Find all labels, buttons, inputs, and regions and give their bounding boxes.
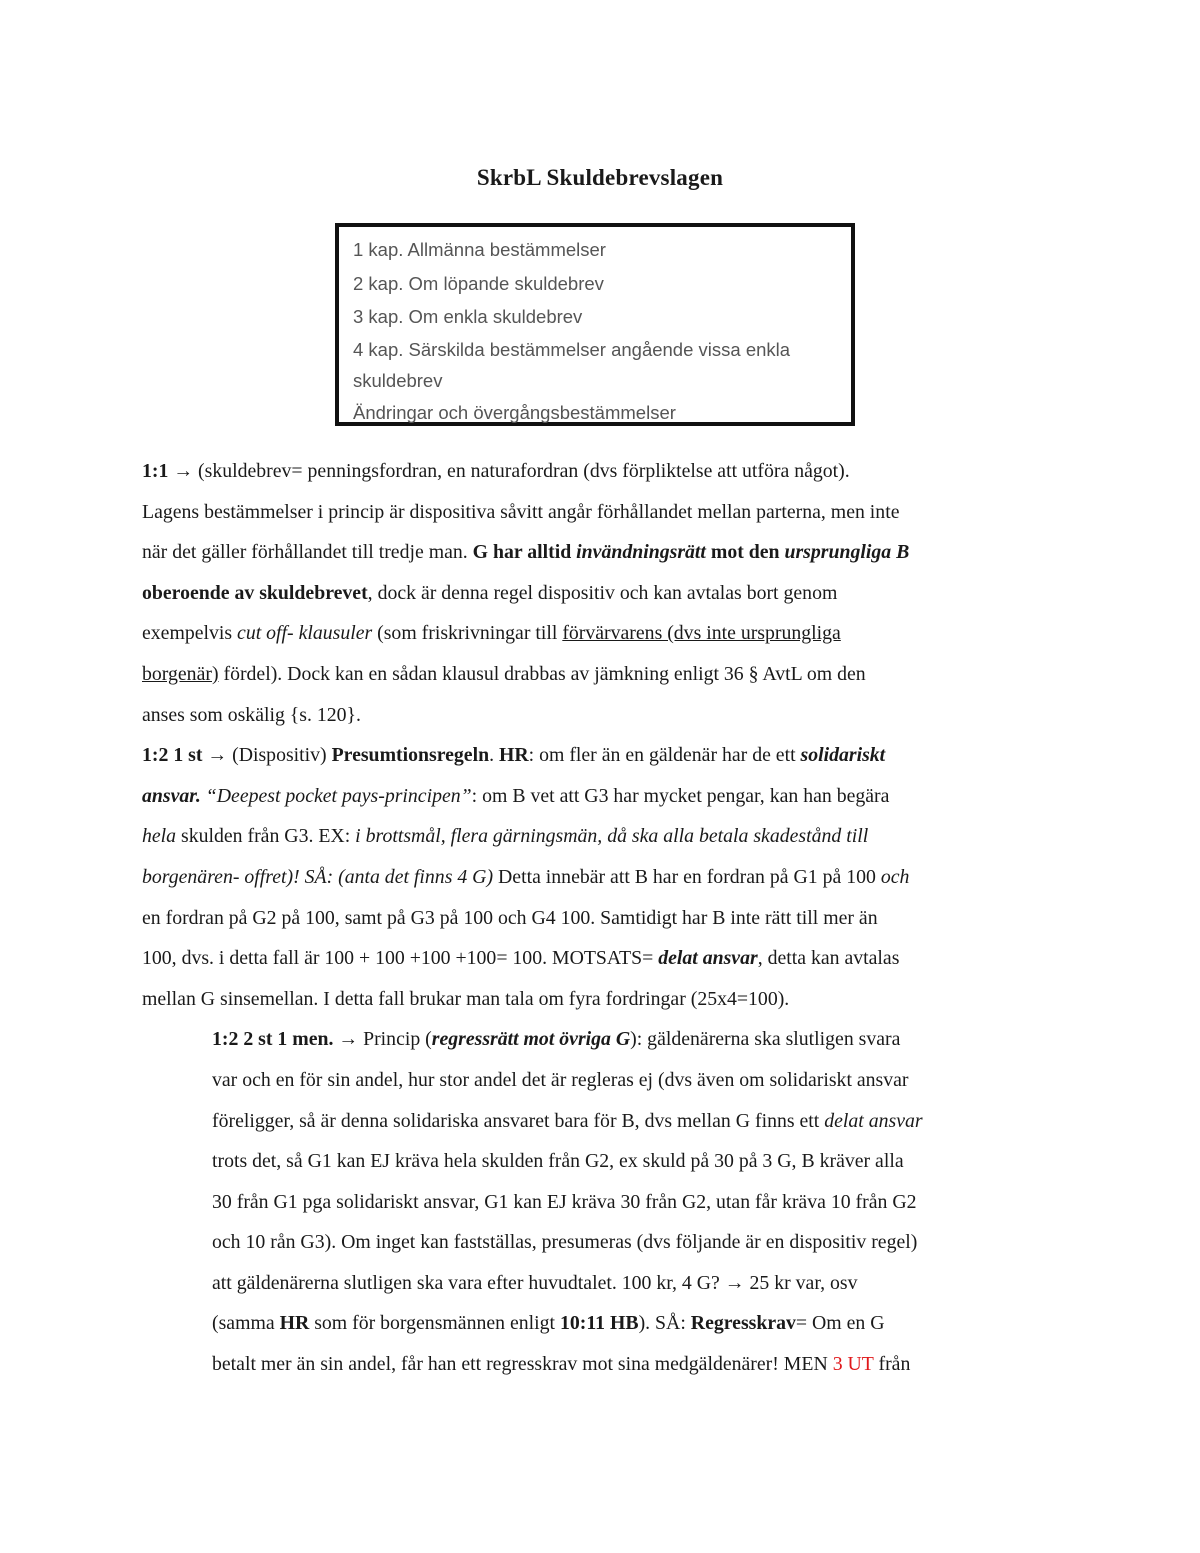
- emphasis-text: solidariskt: [800, 744, 886, 767]
- paragraph-line: var och en för sin andel, hur stor andel det är regleras ej (dvs även om solidariskt ansvar: [212, 1068, 909, 1091]
- italic-text: i brottsmål, flera gärningsmän, då ska alla betala skadestånd till: [355, 825, 869, 848]
- text-run: skulden från G3. EX:: [176, 825, 356, 848]
- italic-text: och: [880, 865, 910, 888]
- toc-item[interactable]: 2 kap. Om löpande skuldebrev: [353, 272, 604, 294]
- section-ref: 1:1: [142, 460, 169, 482]
- text-run: , dock är denna regel dispositiv och kan avtalas bort genom: [367, 581, 838, 604]
- emphasis-text: HR: [498, 744, 529, 767]
- emphasis-text: HR: [279, 1312, 310, 1335]
- text-run: → (skuldebrev= penningsfordran, en naturafordran (dvs förpliktelse att utföra något).: [168, 460, 850, 482]
- paragraph-line: [142, 1344, 1062, 1385]
- toc-item-continuation[interactable]: skuldebrev: [353, 369, 443, 391]
- paragraph-line: [142, 938, 1062, 979]
- italic-text: cut off- klausuler: [237, 622, 373, 645]
- underlined-text: borgenär): [142, 662, 219, 685]
- text-run: : om fler än en gäldenär har de ett: [528, 744, 801, 767]
- text-run: ): gäldenärerna ska slutligen svara: [630, 1028, 901, 1051]
- page-title: SkrbL Skuldebrevslagen: [476, 165, 724, 190]
- text-run: exempelvis: [142, 622, 238, 645]
- text-run: föreligger, så är denna solidariska ansvaret bara för B, dvs mellan G finns ett: [212, 1109, 825, 1132]
- text-run: ). SÅ:: [638, 1312, 691, 1335]
- emphasis-text: oberoende av skuldebrevet: [142, 581, 368, 604]
- text-run: = Om en G: [795, 1312, 885, 1335]
- paragraph-line: [142, 735, 1062, 776]
- text-run: när det gäller förhållandet till tredje man.: [142, 541, 473, 564]
- italic-text: hela: [142, 825, 177, 848]
- text-run: från: [873, 1353, 911, 1376]
- emphasis-text: invändningsrätt: [576, 541, 706, 564]
- section-ref: 1:2 1 st: [142, 744, 203, 767]
- italic-text: borgenären- offret)! SÅ: (anta det finns 4 G): [142, 865, 494, 888]
- text-run: som för borgensmännen enligt: [309, 1312, 560, 1335]
- emphasis-text: G har alltid: [472, 541, 577, 564]
- toc-item[interactable]: 3 kap. Om enkla skuldebrev: [353, 306, 583, 327]
- text-run: : om B vet att G3 har mycket pengar, kan han begära: [471, 784, 890, 807]
- paragraph-line: [142, 613, 1062, 654]
- text-run: .: [489, 744, 499, 767]
- section-ref: 1:2 2 st 1 men.: [212, 1028, 334, 1051]
- paragraph-line: [142, 654, 1062, 695]
- table-of-contents-box: [335, 223, 855, 426]
- toc-item[interactable]: 4 kap. Särskilda bestämmelser angående vissa enkla: [353, 338, 791, 360]
- text-run: (samma: [212, 1312, 280, 1335]
- paragraph-line: Lagens bestämmelser i princip är dispositiva såvitt angår förhållandet mellan parterna, men inte: [142, 500, 900, 523]
- paragraph-line: [142, 573, 1062, 614]
- text-run: betalt mer än sin andel, får han ett regresskrav mot sina medgäldenärer! MEN: [212, 1353, 833, 1376]
- paragraph-line: [142, 816, 1062, 857]
- text-run: 100, dvs. i detta fall är 100 + 100 +100 +100= 100. MOTSATS=: [142, 947, 659, 970]
- paragraph-line: att gäldenärerna slutligen ska vara efter huvudtalet. 100 kr, 4 G? → 25 kr var, osv: [212, 1271, 858, 1294]
- underlined-text: förvärvarens (dvs inte ursprungliga: [562, 622, 841, 645]
- paragraph-line: [142, 532, 1062, 573]
- paragraph-line: mellan G sinsemellan. I detta fall brukar man tala om fyra fordringar (25x4=100).: [142, 987, 790, 1010]
- paragraph-line: [142, 776, 1062, 817]
- paragraph-line: och 10 rån G3). Om inget kan fastställas, presumeras (dvs följande är en dispositiv regel): [212, 1231, 918, 1254]
- italic-text: delat ansvar: [824, 1109, 923, 1132]
- italic-text: “Deepest pocket pays-principen”: [205, 784, 472, 807]
- emphasis-text: ursprungliga B: [784, 541, 910, 564]
- emphasis-text: Presumtionsregeln: [331, 744, 490, 767]
- emphasis-text: ansvar.: [142, 784, 201, 807]
- text-run: (som friskrivningar till: [372, 622, 563, 645]
- paragraph-line: [142, 1303, 1062, 1344]
- emphasis-text: mot den: [705, 541, 785, 564]
- text-run: , detta kan avtalas: [757, 947, 900, 970]
- text-run: → Princip (: [333, 1028, 432, 1051]
- toc-item[interactable]: Ändringar och övergångsbestämmelser: [353, 401, 676, 423]
- emphasis-text: delat ansvar: [658, 947, 758, 970]
- highlighted-red-text: 3 UT: [832, 1353, 874, 1376]
- text-run: Detta innebär att B har en fordran på G1 på 100: [493, 865, 881, 888]
- paragraph-line: [142, 1019, 1062, 1060]
- text-run: fördel). Dock kan en sådan klausul drabbas av jämkning enligt 36 § AvtL om den: [218, 662, 866, 685]
- emphasis-text: regressrätt mot övriga G: [431, 1028, 631, 1051]
- paragraph-line: en fordran på G2 på 100, samt på G3 på 100 och G4 100. Samtidigt har B inte rätt till mer än: [142, 906, 878, 929]
- paragraph-line: trots det, så G1 kan EJ kräva hela skulden från G2, ex skuld på 30 på 3 G, B kräver alla: [212, 1150, 904, 1173]
- toc-item[interactable]: 1 kap. Allmänna bestämmelser: [353, 239, 606, 260]
- emphasis-text: 10:11 HB: [559, 1312, 639, 1335]
- paragraph-line: [142, 857, 1062, 898]
- text-run: → (Dispositiv): [202, 744, 332, 767]
- paragraph-line: [142, 1101, 1062, 1142]
- paragraph-line: 30 från G1 pga solidariskt ansvar, G1 kan EJ kräva 30 från G2, utan får kräva 10 från G2: [212, 1190, 917, 1213]
- paragraph-line: [142, 451, 1062, 492]
- emphasis-text: Regresskrav: [690, 1312, 796, 1335]
- paragraph-line: anses som oskälig {s. 120}.: [142, 703, 361, 726]
- body-text: [142, 451, 1062, 1385]
